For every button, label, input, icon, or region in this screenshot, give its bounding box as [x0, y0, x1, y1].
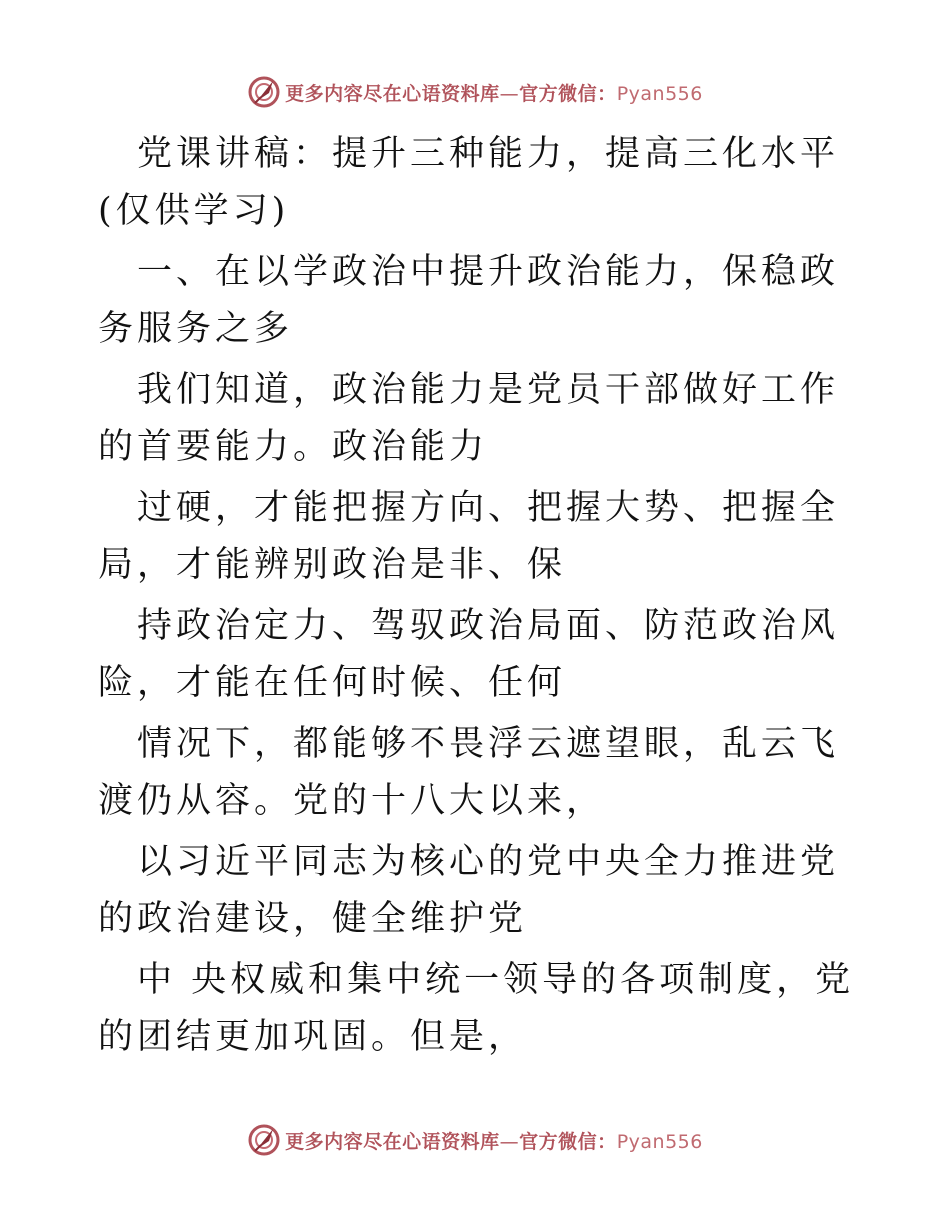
paragraph: 情况下，都能够不畏浮云遮望眼，乱云飞渡仍从容。党的十八大以来， — [98, 724, 840, 821]
banner-label — [285, 79, 703, 106]
footer-banner — [0, 1120, 950, 1160]
banner-separator: — — [499, 1130, 520, 1153]
banner-wechat-label: 官方微信： — [519, 1130, 617, 1153]
banner-label — [285, 1127, 703, 1154]
paragraph: 持政治定力、驾驭政治局面、防范政治风险，才能在任何时候、任何 — [98, 606, 840, 703]
banner-site-name: 更多内容尽在心语资料库 — [285, 1130, 500, 1153]
paragraph: 以习近平同志为核心的党中央全力推进党的政治建设，健全维护党 — [98, 842, 840, 939]
paragraph: 过硬，才能把握方向、把握大势、把握全局，才能辨别政治是非、保 — [98, 488, 840, 585]
banner-wechat-id: Pyan556 — [616, 82, 703, 105]
banner-site-name: 更多内容尽在心语资料库 — [285, 82, 500, 105]
quill-logo-icon — [247, 1123, 281, 1157]
document-title: 党课讲稿：提升三种能力，提高三化水平(仅供学习) — [98, 134, 840, 231]
quill-logo-icon — [247, 75, 281, 109]
document-body — [98, 126, 858, 1070]
paragraph: 我们知道，政治能力是党员干部做好工作的首要能力。政治能力 — [98, 370, 840, 467]
banner-separator: — — [499, 82, 520, 105]
banner-wechat-id: Pyan556 — [616, 1130, 703, 1153]
section-heading: 一、在以学政治中提升政治能力，保稳政务服务之多 — [98, 252, 840, 349]
banner-wechat-label: 官方微信： — [519, 82, 617, 105]
header-banner — [0, 72, 950, 112]
paragraph: 中 央权威和集中统一领导的各项制度，党的团结更加巩固。但是， — [98, 960, 855, 1057]
